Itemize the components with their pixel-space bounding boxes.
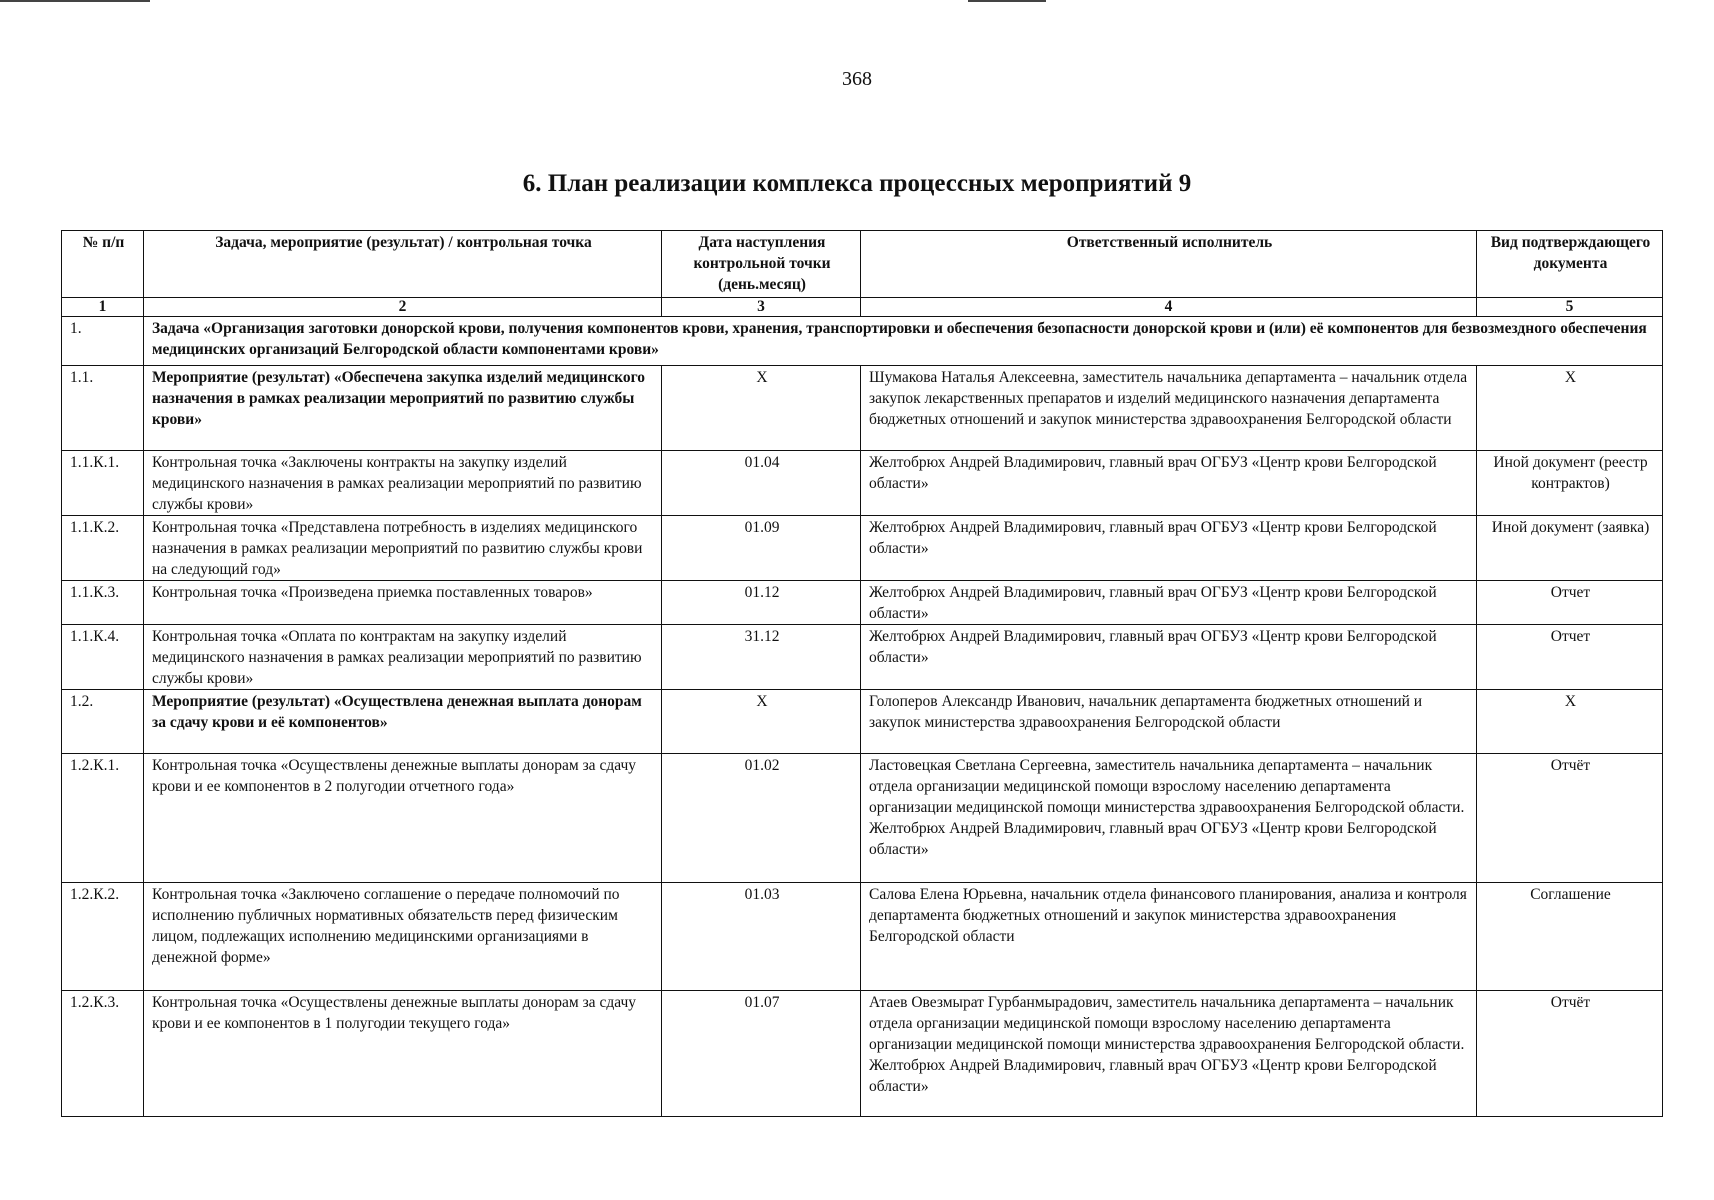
row-number: 1.1.К.2. xyxy=(62,516,144,581)
row-responsible: Голоперов Александр Иванович, начальник департамента бюджетных отношений и закупок министерства здравоохранения Белгородской области xyxy=(861,690,1477,754)
row-document: Отчёт xyxy=(1477,991,1663,1117)
row-activity: Контрольная точка «Оплата по контрактам на закупку изделий медицинского назначения в рамках реализации мероприятий по развитию службы крови» xyxy=(144,625,662,690)
table-row xyxy=(62,754,1663,883)
column-number: 3 xyxy=(662,298,861,317)
row-date: 01.07 xyxy=(662,991,861,1117)
plan-table xyxy=(61,230,1663,1117)
scan-edge-line xyxy=(0,0,150,2)
row-activity: Контрольная точка «Представлена потребность в изделиях медицинского назначения в рамках реализации мероприятий по развитию службы крови на следующий год» xyxy=(144,516,662,581)
responsible-line: Атаев Овезмырат Гурбанмырадович, заместитель начальника департамента – начальник отдела организации медицинской помощи взрослому населению департамента организации медицинской помощи министерства здравоохранения Белгородской области. xyxy=(869,994,1465,1053)
responsible-line: Ластовецкая Светлана Сергеевна, заместитель начальника департамента – начальник отдела организации медицинской помощи взрослому населению департамента организации медицинской помощи министерства здравоохранения Белгородской области. xyxy=(869,757,1465,816)
table-row xyxy=(62,991,1663,1117)
row-document: Отчёт xyxy=(1477,754,1663,883)
row-activity: Мероприятие (результат) «Осуществлена денежная выплата донорам за сдачу крови и её компонентов» xyxy=(144,690,662,754)
row-date: X xyxy=(662,366,861,451)
row-number: 1.2.К.1. xyxy=(62,754,144,883)
row-number: 1.2.К.3. xyxy=(62,991,144,1117)
row-document: Иной документ (заявка) xyxy=(1477,516,1663,581)
row-activity: Контрольная точка «Осуществлены денежные выплаты донорам за сдачу крови и ее компонентов в 1 полугодии текущего года» xyxy=(144,991,662,1117)
row-date: 01.04 xyxy=(662,451,861,516)
row-responsible: Желтобрюх Андрей Владимирович, главный врач ОГБУЗ «Центр крови Белгородской области» xyxy=(861,516,1477,581)
table-row xyxy=(62,883,1663,991)
column-number-row xyxy=(62,298,1663,317)
row-activity: Контрольная точка «Произведена приемка поставленных товаров» xyxy=(144,581,662,625)
row-date: X xyxy=(662,690,861,754)
row-date: 01.09 xyxy=(662,516,861,581)
row-document: Отчет xyxy=(1477,581,1663,625)
row-number: 1.1.К.3. xyxy=(62,581,144,625)
row-number: 1.1.К.1. xyxy=(62,451,144,516)
row-activity: Мероприятие (результат) «Обеспечена закупка изделий медицинского назначения в рамках реализации мероприятий по развитию службы крови» xyxy=(144,366,662,451)
row-responsible: Желтобрюх Андрей Владимирович, главный врач ОГБУЗ «Центр крови Белгородской области» xyxy=(861,581,1477,625)
page-number: 368 xyxy=(842,68,872,90)
col-header-date: Дата наступления контрольной точки (день.месяц) xyxy=(662,231,861,298)
row-responsible xyxy=(861,754,1477,883)
page-title: 6. План реализации комплекса процессных мероприятий 9 xyxy=(522,170,1192,197)
table-row xyxy=(62,516,1663,581)
table-row xyxy=(62,625,1663,690)
row-date: 31.12 xyxy=(662,625,861,690)
col-header-task: Задача, мероприятие (результат) / контрольная точка xyxy=(144,231,662,298)
task-text: Задача «Организация заготовки донорской крови, получения компонентов крови, хранения, транспортировки и обеспечения безопасности донорской крови и (или) её компонентов для безвозмездного обеспечения медицинских организаций Белгородской области компонентами крови» xyxy=(144,317,1663,366)
column-number: 4 xyxy=(861,298,1477,317)
table-row xyxy=(62,451,1663,516)
row-document: Соглашение xyxy=(1477,883,1663,991)
row-responsible: Желтобрюх Андрей Владимирович, главный врач ОГБУЗ «Центр крови Белгородской области» xyxy=(861,625,1477,690)
row-number: 1.1.К.4. xyxy=(62,625,144,690)
col-header-num: № п/п xyxy=(62,231,144,298)
row-number: 1.1. xyxy=(62,366,144,451)
table-row xyxy=(62,366,1663,451)
row-number: 1.2.К.2. xyxy=(62,883,144,991)
row-responsible xyxy=(861,991,1477,1117)
responsible-line: Желтобрюх Андрей Владимирович, главный врач ОГБУЗ «Центр крови Белгородской области» xyxy=(869,820,1437,858)
row-activity: Контрольная точка «Заключено соглашение о передаче полномочий по исполнению публичных нормативных обязательств перед физическим лицом, подлежащих исполнению медицинскими организациями в денежной форме» xyxy=(144,883,662,991)
column-number: 2 xyxy=(144,298,662,317)
column-number: 1 xyxy=(62,298,144,317)
task-number: 1. xyxy=(62,317,144,366)
column-number: 5 xyxy=(1477,298,1663,317)
row-responsible: Желтобрюх Андрей Владимирович, главный врач ОГБУЗ «Центр крови Белгородской области» xyxy=(861,451,1477,516)
row-date: 01.02 xyxy=(662,754,861,883)
row-document: X xyxy=(1477,366,1663,451)
row-document: Иной документ (реестр контрактов) xyxy=(1477,451,1663,516)
row-activity: Контрольная точка «Осуществлены денежные выплаты донорам за сдачу крови и ее компонентов в 2 полугодии отчетного года» xyxy=(144,754,662,883)
row-date: 01.12 xyxy=(662,581,861,625)
row-responsible: Шумакова Наталья Алексеевна, заместитель начальника департамента – начальник отдела закупок лекарственных препаратов и изделий медицинского назначения департамента бюджетных отношений и закупок министерства здравоохранения Белгородской области xyxy=(861,366,1477,451)
row-responsible: Салова Елена Юрьевна, начальник отдела финансового планирования, анализа и контроля департамента бюджетных отношений и закупок министерства здравоохранения Белгородской области xyxy=(861,883,1477,991)
header-row xyxy=(62,231,1663,298)
table-row xyxy=(62,690,1663,754)
responsible-line: Желтобрюх Андрей Владимирович, главный врач ОГБУЗ «Центр крови Белгородской области» xyxy=(869,1057,1437,1095)
row-document: X xyxy=(1477,690,1663,754)
task-row xyxy=(62,317,1663,366)
row-activity: Контрольная точка «Заключены контракты на закупку изделий медицинского назначения в рамках реализации мероприятий по развитию службы крови» xyxy=(144,451,662,516)
row-date: 01.03 xyxy=(662,883,861,991)
table-row xyxy=(62,581,1663,625)
col-header-document: Вид подтверждающего документа xyxy=(1477,231,1663,298)
col-header-responsible: Ответственный исполнитель xyxy=(861,231,1477,298)
scan-edge-line xyxy=(968,0,1046,2)
row-document: Отчет xyxy=(1477,625,1663,690)
row-number: 1.2. xyxy=(62,690,144,754)
